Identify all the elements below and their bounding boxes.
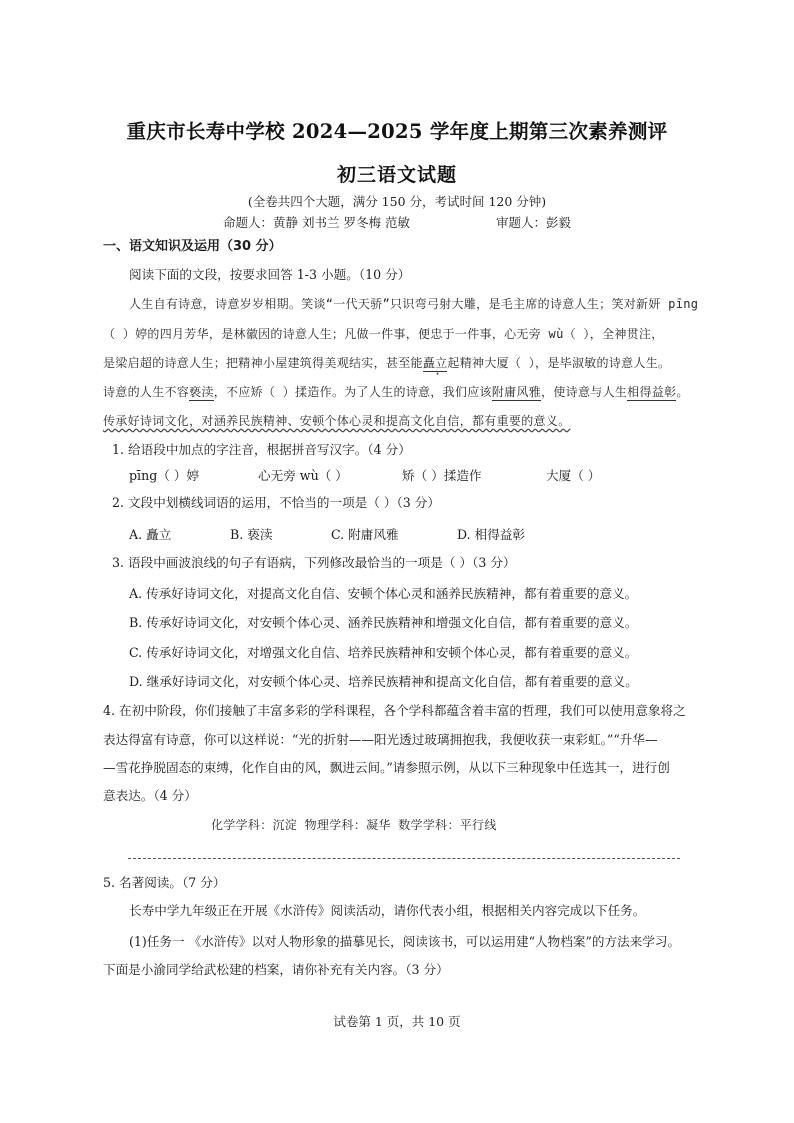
underlined-word: 矗立 [422, 356, 448, 370]
section-heading: 一、语文知识及运用（30 分） [103, 239, 282, 254]
q2-stem: 2. 文段中划横线词语的运用，不恰当的一项是（ ）（3 分） [112, 495, 440, 510]
q2-option-b: B. 亵渎 [230, 527, 273, 542]
passage-line-1: 人生自有诗意，诗意岁岁相期。笑谈“一代天骄”只识弯弓射大雕，是毛主席的诗意人生；笑对新妍 pīng [129, 297, 699, 311]
q4-line-4: 意表达。（4 分） [103, 788, 197, 803]
passage-line-4: 诗意的人生不容亵渎，不应矫（ ）揉造作。为了人生的诗意，我们应该附庸风雅，使诗意与人生相得益彰。 [103, 385, 689, 399]
q4-line-3: —雪花挣脱固态的束缚，化作自由的风，飘进云间。”请参照示例，从以下三种现象中任选其一，进行创 [103, 760, 670, 775]
q5-task-line-2: 下面是小渝同学给武松建的档案，请你补充有关内容。（3 分） [103, 962, 449, 977]
q1-stem: 1. 给语段中加点的字注音，根据拼音写汉字。（4 分） [112, 442, 411, 457]
underlined-word: 亵渎 [189, 385, 214, 399]
exam-title: 重庆市长寿中学校 2024—2025 学年度上期第三次素养测评 [126, 120, 668, 143]
passage-line-3: 是梁启超的诗意人生；把精神小屋建筑得美观结实，甚至能矗立起精神大厦（ ），是毕淑敏的诗意人生。 [103, 356, 671, 370]
q5-task-line-1: (1)任务一 《水浒传》以对人物形象的描摹见长，阅读该书，可以运用建“人物档案”的方法来学习。 [129, 934, 681, 949]
underlined-word: 附庸风雅 [491, 385, 542, 399]
q4-line-1: 4. 在初中阶段，你们接触了丰富多彩的学科课程，各个学科都蕴含着丰富的哲理，我们可以使用意象将之 [103, 703, 686, 718]
q3-option-c: C. 传承好诗词文化，对增强文化自信、培养民族精神和安顿个体心灵，都有着重要的意义。 [129, 645, 638, 660]
q2-option-c: C. 附庸风雅 [331, 527, 399, 542]
q3-option-b: B. 传承好诗词文化，对安顿个体心灵、涵养民族精神和增强文化自信，都有着重要的意义。 [129, 615, 638, 630]
q1-item-1: pīng（ ）婷 [129, 468, 200, 483]
q3-option-d: D. 继承好诗词文化，对安顿个体心灵、培养民族精神和提高文化自信，都有着重要的意义。 [129, 674, 638, 689]
passage-line-5 [103, 412, 570, 430]
reviewer-text: 审题人：彭毅 [495, 215, 571, 230]
q3-option-a: A. 传承好诗词文化，对提高文化自信、安顿个体心灵和涵养民族精神，都有着重要的意义。 [129, 586, 638, 601]
q4-choices: 化学学科：沉淀 物理学科：凝华 数学学科：平行线 [211, 818, 497, 832]
q5-stem: 5. 名著阅读。（7 分） [103, 875, 226, 890]
underlined-word: 相得益彰 [627, 385, 677, 399]
exam-subtitle: 初三语文试题 [336, 164, 457, 186]
page-footer: 试卷第 1 页，共 10 页 [333, 1014, 461, 1029]
exam-authors [0, 213, 794, 231]
q2-option-d: D. 相得益彰 [457, 527, 526, 542]
q4-line-2: 表达得富有诗意，你可以这样说：“光的折射——阳光透过玻璃拥抱我，我便收获一束彩虹。”“升华— [103, 732, 658, 747]
q3-stem: 3. 语段中画波浪线的句子有语病，下列修改最恰当的一项是（ ）（3 分） [112, 555, 516, 570]
passage-intro: 阅读下面的文段，按要求回答 1-3 小题。（10 分） [129, 267, 411, 282]
answer-line[interactable] [128, 858, 680, 859]
q1-item-3: 矫（ ）揉造作 [402, 468, 482, 483]
authors-text: 命题人：黄静 刘书兰 罗冬梅 范敏 [223, 215, 410, 230]
q5-intro: 长寿中学九年级正在开展《水浒传》阅读活动，请你代表小组，根据相关内容完成以下任务。 [129, 903, 646, 918]
wavy-sentence: 传承好诗词文化，对涵养民族精神、安顿个体心灵和提高文化自信，都有重要的意义。 [103, 414, 571, 428]
q1-item-2: 心无旁 wù（ ） [258, 468, 348, 483]
exam-info: (全卷共四个大题，满分 150 分，考试时间 120 分钟) [247, 194, 547, 209]
q2-option-a: A. 矗立 [129, 527, 172, 542]
q1-item-4: 大厦（ ） [546, 468, 601, 483]
passage-line-2: （ ）婷的四月芳华，是林徽因的诗意人生；凡做一件事，便忠于一件事，心无旁 wù（ ），全神贯注， [103, 327, 664, 341]
